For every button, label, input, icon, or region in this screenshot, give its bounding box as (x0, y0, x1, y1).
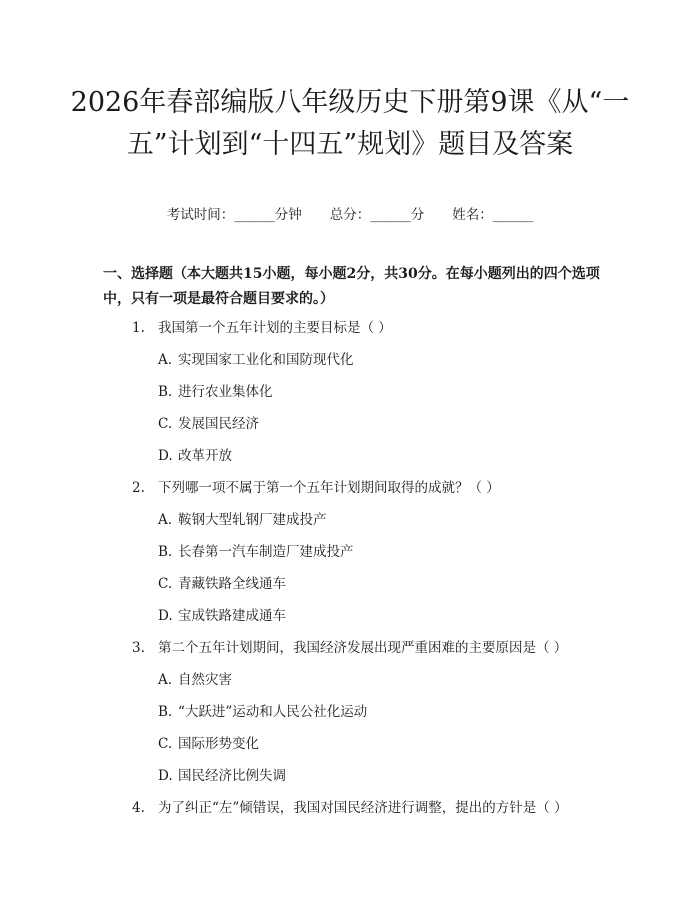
option-3d (158, 767, 286, 785)
question-number: 4. (132, 800, 145, 816)
option-letter: C. (158, 736, 173, 752)
question-text: 为了纠正“左”倾错误，我国对国民经济进行调整，提出的方针是（ ） (158, 800, 568, 816)
option-letter: D. (158, 608, 173, 624)
option-letter: B. (158, 704, 173, 720)
option-2b (158, 543, 354, 561)
option-text: 改革开放 (178, 448, 232, 464)
document-title: 2026年春部编版八年级历史下册第9课《从“一五”计划到“十四五”规划》题目及答案 (70, 87, 630, 160)
option-text: 长春第一汽车制造厂建成投产 (178, 544, 354, 560)
option-letter: B. (158, 544, 173, 560)
exam-info-line (0, 206, 700, 224)
option-letter: A. (158, 672, 173, 688)
option-3b (158, 703, 367, 721)
option-letter: A. (158, 512, 173, 528)
option-text: 国际形势变化 (178, 736, 259, 752)
question-2 (132, 479, 500, 497)
option-letter: C. (158, 416, 173, 432)
question-4 (132, 799, 568, 817)
question-number: 2. (132, 480, 145, 496)
question-3 (132, 639, 567, 657)
option-2d (158, 607, 286, 625)
question-text: 下列哪一项不属于第一个五年计划期间取得的成就？（ ） (158, 480, 500, 496)
option-1b (158, 383, 273, 401)
option-3a (158, 671, 232, 689)
option-3c (158, 735, 259, 753)
option-text: 鞍钢大型轧钢厂建成投产 (178, 512, 327, 528)
option-letter: C. (158, 576, 173, 592)
option-2c (158, 575, 286, 593)
option-text: 进行农业集体化 (178, 384, 273, 400)
option-text: 实现国家工业化和国防现代化 (178, 352, 354, 368)
total-score-field: 总分：______分 (329, 207, 425, 223)
student-name-field: 姓名：______ (452, 207, 534, 223)
question-number: 3. (132, 640, 145, 656)
option-text: 宝成铁路建成通车 (178, 608, 286, 624)
option-letter: D. (158, 768, 173, 784)
option-letter: A. (158, 352, 173, 368)
option-text: 国民经济比例失调 (178, 768, 286, 784)
option-text: 发展国民经济 (178, 416, 259, 432)
option-letter: B. (158, 384, 173, 400)
option-1a (158, 351, 354, 369)
option-text: 自然灾害 (178, 672, 232, 688)
option-letter: D. (158, 448, 173, 464)
exam-time-field: 考试时间：______分钟 (166, 207, 302, 223)
option-1c (158, 415, 259, 433)
option-1d (158, 447, 232, 465)
option-2a (158, 511, 327, 529)
question-text: 我国第一个五年计划的主要目标是（ ） (158, 320, 392, 336)
question-number: 1. (132, 320, 145, 336)
section-heading: 一、选择题（本大题共15小题，每小题2分，共30分。在每小题列出的四个选项中，只有一项是最符合题目要求的。） (103, 266, 600, 307)
question-text: 第二个五年计划期间，我国经济发展出现严重困难的主要原因是（ ） (158, 640, 568, 656)
question-1 (132, 319, 392, 337)
option-text: 青藏铁路全线通车 (178, 576, 286, 592)
option-text: “大跃进”运动和人民公社化运动 (178, 704, 368, 720)
